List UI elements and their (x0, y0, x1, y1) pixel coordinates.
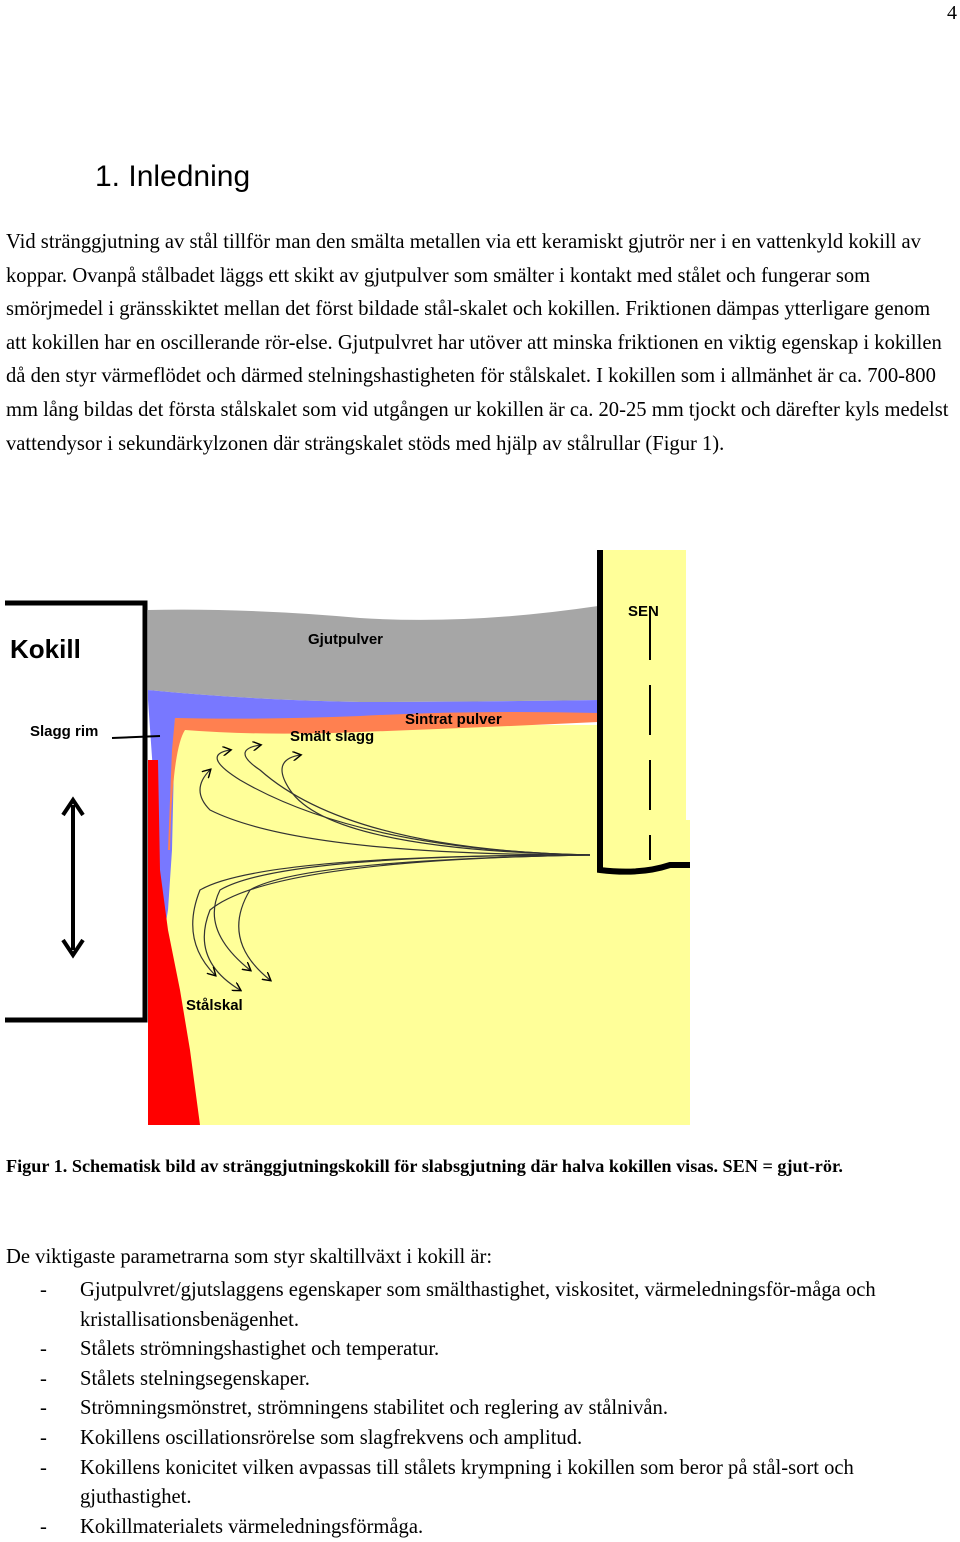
label-gjutpulver: Gjutpulver (308, 631, 384, 648)
list-item-text: Stålets strömningshastighet och temperatur. (80, 1338, 440, 1361)
list-marker: - (40, 1515, 47, 1538)
list-marker: - (40, 1338, 47, 1361)
list-marker: - (40, 1367, 47, 1390)
label-slagg-rim: Slagg rim (30, 723, 99, 740)
parameters-intro: De viktigaste parametrarna som styr skaltillväxt i kokill är: (6, 1246, 493, 1268)
list-item (6, 1394, 956, 1424)
liquid-steel-upper (170, 725, 600, 850)
list-item-text: Strömningsmönstret, strömningens stabilitet och reglering av stålnivån. (80, 1397, 668, 1420)
list-marker: - (40, 1456, 47, 1479)
figure-caption: Figur 1. Schematisk bild av stränggjutningskokill för slabsgjutning där halva kokillen visas. SEN = gjut-rör. (6, 1156, 843, 1176)
mold-schematic-svg (0, 550, 690, 1125)
oscillation-arrow (63, 800, 83, 955)
sen-tube (598, 550, 686, 870)
list-marker: - (40, 1279, 47, 1301)
list-item (6, 1276, 956, 1335)
mold-schematic-figure (0, 550, 690, 1125)
list-marker: - (40, 1397, 47, 1420)
list-item-text: Kokillens konicitet vilken avpassas till stålets krympning i kokillen som beror på stål-sort och gjuthastighet. (80, 1456, 854, 1509)
list-item (6, 1424, 956, 1454)
parameter-list (6, 1276, 956, 1542)
label-sintrat-pulver: Sintrat pulver (405, 711, 502, 728)
list-item-text: Kokillmaterialets värmeledningsförmåga. (80, 1515, 424, 1538)
label-stalskal: Stålskal (186, 997, 243, 1014)
intro-paragraph: Vid stränggjutning av stål tillför man den smälta metallen via ett keramiskt gjutrör ner i en vattenkyld kokill av koppar. Ovanpå stålbadet läggs ett skikt av gjutpulver som smälter i kontakt med stålet och fungerar som smörjmedel i gränsskiktet mellan det först bildade stål-skalet och kokillen. Friktionen dämpas ytterligare genom att kokillen har en oscillerande rör-else. Gjutpulvret har utöver att minska friktionen en viktig egenskap i kokillen då den styr värmeflödet och därmed stelningshastigheten för stålskalet. I kokillen som i allmänhet är ca. 700-800 mm lång bildas det första stålskalet som vid utgången ur kokillen är ca. 20-25 mm tjockt och därefter kyls medelst vattendysor i sekundärkylzonen där strängskalet stöds med hjälp av stålrullar (Figur 1). (6, 231, 949, 455)
list-item-text: Gjutpulvret/gjutslaggens egenskaper som smälthastighet, viskositet, värmeledningsför-måga och kristallisationsbenägenhet. (80, 1279, 876, 1331)
list-item (6, 1454, 956, 1513)
list-item-text: Kokillens oscillationsrörelse som slagfrekvens och amplitud. (80, 1426, 583, 1449)
list-item-text: Stålets stelningsegenskaper. (80, 1367, 310, 1390)
label-sen: SEN (628, 603, 659, 620)
gjutpulver-layer (148, 606, 598, 702)
section-heading: 1. Inledning (95, 160, 251, 193)
label-smalt-slagg: Smält slagg (290, 728, 375, 745)
list-item (6, 1513, 956, 1542)
label-kokill: Kokill (10, 634, 81, 664)
list-marker: - (40, 1426, 47, 1449)
list-item (6, 1335, 956, 1365)
list-item (6, 1365, 956, 1395)
page-number: 4 (947, 2, 957, 24)
